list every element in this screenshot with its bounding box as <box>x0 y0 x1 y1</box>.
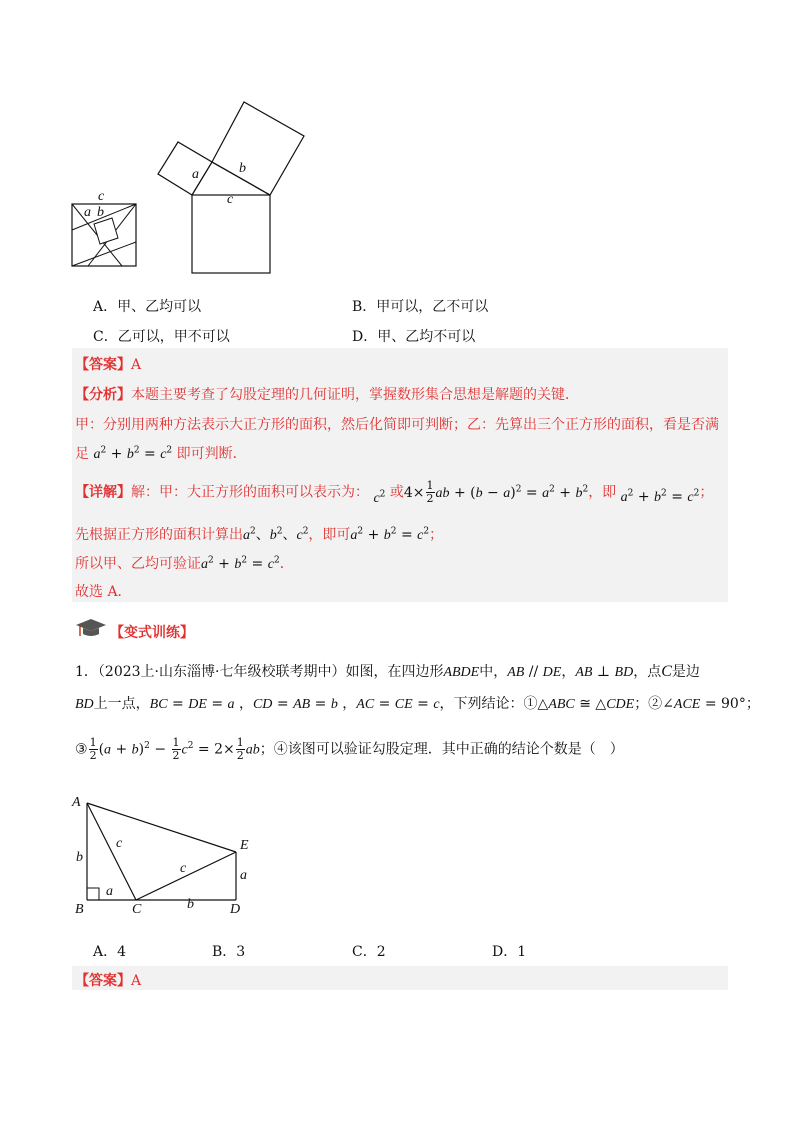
option-d[interactable]: D．甲、乙均不可以 <box>352 329 476 345</box>
detail-comma-ji: ，即 <box>588 484 617 501</box>
point-a: A <box>72 795 81 810</box>
figure-jia <box>66 190 146 272</box>
label-c-right: c <box>227 192 234 207</box>
point-e: E <box>240 838 249 853</box>
point-d: D <box>230 902 241 917</box>
question-source: （2023上·山东淄博·七年级校联考期中）如图，在四边形 <box>97 664 444 680</box>
answer-tag: 【答案】 <box>75 357 131 373</box>
detail-line-2: 先根据正方形的面积计算出$a^2$、$b^2$、$c^2$，即可$a^2 + b^2 = c^2$； <box>75 526 444 543</box>
option2-a[interactable]: A．4 <box>93 944 127 960</box>
figure-yi <box>150 100 310 275</box>
point-b: B <box>75 902 84 917</box>
analysis-text: 本题主要考查了勾股定理的几何证明，掌握数形集合思想是解题的关键． <box>131 387 579 403</box>
question-line-1: 1．（2023上·山东淄博·七年级校联考期中）如图，在四边形ABDE中，AB // DE，AB ⊥ BD，点C是边 <box>75 663 700 680</box>
label-b-right: b <box>239 161 246 176</box>
answer2-tag: 【答案】 <box>75 973 131 989</box>
analysis-tag: 【分析】 <box>75 387 131 403</box>
detail-line-3: 所以甲、乙均可验证$a^2 + b^2 = c^2$． <box>75 555 294 572</box>
label-b-left: b <box>97 205 104 220</box>
answer-line <box>75 354 141 374</box>
q-l3-b: ；④该图可以验证勾股定理．其中正确的结论个数是（ ） <box>259 741 624 758</box>
option2-d[interactable]: D．1 <box>492 944 527 960</box>
label-c-ce: c <box>180 861 187 876</box>
detail-or: 或 <box>389 484 404 501</box>
answer2-value: A <box>131 973 142 989</box>
detail-line2-prefix: 先根据正方形的面积计算出 <box>75 527 243 543</box>
q-l1-b: 中， <box>479 664 508 680</box>
answer2-block <box>72 966 728 990</box>
question-number: 1． <box>75 664 98 680</box>
question-line-3: ③ $\frac{1}{2}$ $(a + b)^2$ − $\frac{1}{2}$ $c^2 = 2\times$ $\frac{1}{2}$ ab；④该图可以验证勾股定理．其中正确的结论个数是（ ） <box>75 736 624 762</box>
q-l1-c: ， <box>561 664 576 680</box>
label-a-bc: a <box>106 884 113 899</box>
q-l2-a: 上一点， <box>93 696 150 712</box>
option2-c[interactable]: C．2 <box>352 944 386 960</box>
detail-line2-mid: ，即可 <box>308 527 351 543</box>
label-b-cd: b <box>187 897 194 912</box>
analysis-line-3: 足 $a^2 + b^2 = c^2$ 即可判断． <box>75 445 247 462</box>
option-a[interactable]: A．甲、乙均可以 <box>93 299 202 315</box>
point-c: C <box>132 902 142 917</box>
option-c[interactable]: C．乙可以，甲不可以 <box>93 329 230 345</box>
section-title: 【变式训练】 <box>110 625 194 641</box>
detail-tag: 【详解】 <box>75 484 131 501</box>
analysis-line3-prefix: 足 <box>75 446 89 462</box>
label-b-ab: b <box>76 850 83 865</box>
figure-quadrilateral <box>70 790 270 920</box>
q-l2-b: ，下列结论：① <box>439 696 538 712</box>
label-c-ac: c <box>116 836 123 851</box>
analysis-line-1 <box>75 384 579 404</box>
option-b[interactable]: B．甲可以，乙不可以 <box>352 299 489 315</box>
detail-line3-prefix: 所以甲、乙均可验证 <box>75 556 201 572</box>
q-l2-c: ；② <box>634 696 663 712</box>
label-a-left: a <box>84 205 91 220</box>
label-c-top: c <box>98 189 105 204</box>
q-l3-a: ③ <box>75 741 88 758</box>
analysis-line3-suffix: 即可判断． <box>176 446 247 462</box>
answer-value: A <box>131 357 142 373</box>
answer2-line <box>75 970 141 990</box>
q-l1-d: ，点 <box>633 664 662 680</box>
analysis-line-2: 甲：分别用两种方法表示大正方形的面积，然后化简即可判断；乙：先算出三个正方形的面积，看是否满 <box>75 417 719 433</box>
label-a-right: a <box>192 167 199 182</box>
option2-b[interactable]: B．3 <box>212 944 246 960</box>
detail-line-1: 【详解】解：甲：大正方形的面积可以表示为： $c^2$ 或4× $\frac{1}{2}$ ab + $(b - a)^2 = a^2 + b^2$，即 $a^2 + b^2 = c^2$； <box>75 479 714 506</box>
detail-line-4: 故选 A． <box>75 584 132 600</box>
detail-line1-prefix: 解：甲：大正方形的面积可以表示为： <box>131 484 369 501</box>
q-l1-e: 是边 <box>671 664 700 680</box>
label-a-de: a <box>240 868 247 883</box>
question-line-2: BD上一点，BC = DE = a ，CD = AB = b ，AC = CE = c，下列结论：①△ABC ≅ △CDE；②∠ACE = 90°； <box>75 696 760 712</box>
graduation-cap-icon <box>74 617 108 639</box>
